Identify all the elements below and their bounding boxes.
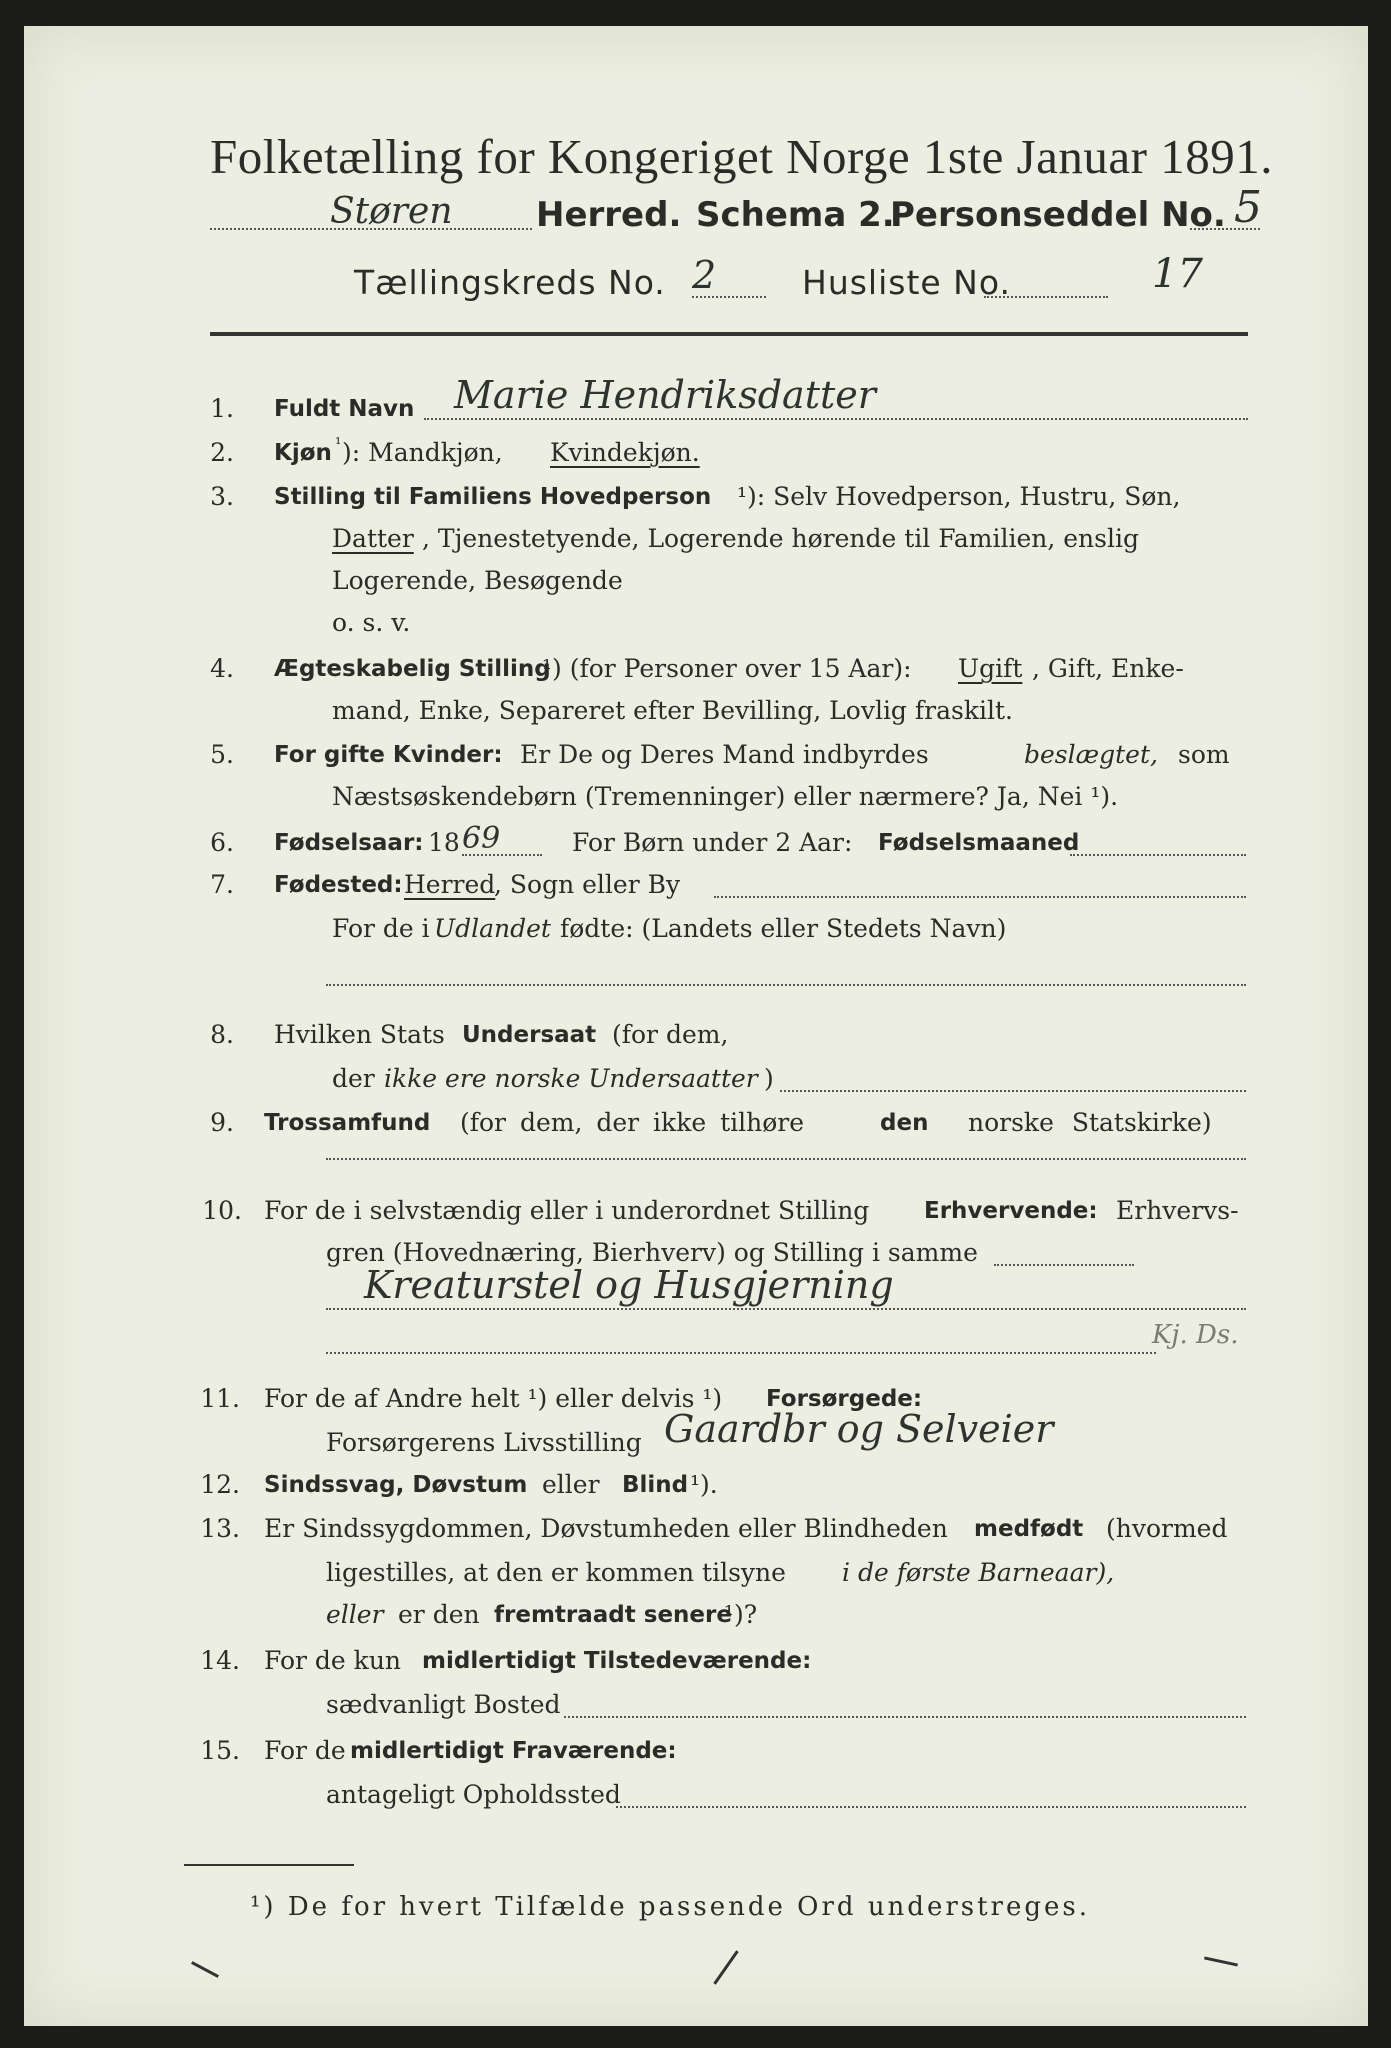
q8-line2-italic: ikke ere norske Undersaatter (384, 1064, 758, 1093)
q2-sup: ¹ (335, 434, 342, 453)
husliste-dotline (984, 296, 1108, 298)
q5-line2: Næstsøskendebørn (Tremenninger) eller nærmere? Ja, Nei ¹). (332, 782, 1119, 811)
q8-number: 8. (210, 1020, 234, 1049)
personseddel-label: Personseddel No. (890, 195, 1226, 235)
q14-dotline (564, 1716, 1246, 1718)
q7-dotline (714, 896, 1246, 898)
q5-number: 5. (210, 740, 234, 769)
q8-line1b: (for dem, (612, 1020, 729, 1049)
herred-label: Herred. (536, 195, 682, 235)
q10-note: Kj. Ds. (1152, 1320, 1239, 1350)
q12-tail: ¹). (690, 1470, 718, 1499)
q11-provider-value: Gaardbr og Selveier (664, 1407, 1054, 1451)
husliste-value: 17 (1152, 251, 1203, 297)
q6-text: For Børn under 2 Aar: (572, 828, 853, 857)
q13-line3b: ¹)? (724, 1600, 758, 1629)
q3-number: 3. (210, 482, 234, 511)
q9-text2: norske Statskirke) (968, 1108, 1212, 1137)
q4-label: Ægteskabelig Stilling (274, 656, 551, 682)
q15-dotline (616, 1806, 1246, 1808)
q8-line2a: der (332, 1064, 375, 1093)
q5-label: For gifte Kvinder: (274, 742, 503, 768)
q3-label: Stilling til Familiens Hovedperson (274, 484, 712, 510)
q3-line1: ¹): Selv Hovedperson, Hustru, Søn, (737, 482, 1181, 511)
corner-mark-left (191, 1961, 219, 1978)
q6-year-dotline (462, 854, 542, 856)
q10-occupation-value: Kreaturstel og Husgjerning (364, 1263, 894, 1307)
q13-line2-italic: i de første Barneaar), (842, 1558, 1115, 1587)
q11-line2: Forsørgerens Livsstilling (326, 1428, 642, 1457)
corner-mark-right (1204, 1956, 1238, 1966)
q10-label: Erhvervende: (924, 1198, 1098, 1224)
q3-selected-datter: Datter (332, 524, 414, 553)
kreds-label: Tællingskreds No. (354, 263, 666, 302)
q12-number: 12. (200, 1470, 240, 1499)
q10-value-dotline (326, 1308, 1246, 1310)
q8-line2b: ) (764, 1064, 774, 1093)
q9-text: (for dem, der ikke tilhøre (460, 1108, 805, 1137)
q12-label: Sindssvag, Døvstum (264, 1472, 528, 1498)
q3-line2: , Tjenestetyende, Logerende hørende til Familien, enslig (422, 524, 1139, 553)
q4-line1b: , Gift, Enke- (1032, 654, 1184, 683)
q7-line2-italic: Udlandet (434, 914, 551, 943)
q13-bold-medfodt: medfødt (974, 1516, 1084, 1542)
q7-selected-herred: Herred (404, 870, 496, 899)
corner-mark-center (713, 1950, 738, 1984)
q10-line2-dotline (994, 1264, 1134, 1266)
q2-options: ): Mandkjøn, (342, 438, 503, 467)
q9-label: Trossamfund (264, 1110, 431, 1136)
q1-dotline (424, 418, 1248, 420)
q4-line1: ¹) (for Personer over 15 Aar): (542, 654, 912, 683)
q1-label: Fuldt Navn (274, 396, 415, 422)
q15-line1a: For de (264, 1736, 346, 1765)
q14-line2: sædvanligt Bosted (326, 1690, 561, 1719)
q1-name-value: Marie Hendriksdatter (454, 373, 876, 417)
q10-line1a: For de i selvstændig eller i underordnet Stilling (264, 1196, 870, 1225)
herred-value: Støren (330, 191, 453, 232)
q6-number: 6. (210, 828, 234, 857)
kreds-dotline (692, 296, 766, 298)
q13-number: 13. (200, 1514, 240, 1543)
q2-selected-kvindekjon: Kvindekjøn. (550, 438, 700, 467)
q6-label: Fødselsaar: (274, 830, 424, 856)
q5-line1-italic: beslægtet, (1024, 740, 1158, 769)
q3-line3: Logerende, Besøgende (332, 566, 623, 595)
q13-line3a: er den (398, 1600, 480, 1629)
q10-line2: gren (Hovednæring, Bierhverv) og Stilling i samme (326, 1238, 978, 1267)
q7-line2b: fødte: (Landets eller Stedets Navn) (560, 914, 1007, 943)
footnote: ¹) De for hvert Tilfælde passende Ord understreges. (250, 1892, 1091, 1922)
q5-line1b: som (1178, 740, 1230, 769)
form-title: Folketælling for Kongeriget Norge 1ste Januar 1891. (210, 129, 1273, 184)
q9-dotline (326, 1158, 1246, 1160)
q4-line2: mand, Enke, Separeret efter Bevilling, Lovlig fraskilt. (332, 696, 1013, 725)
header-rule (210, 332, 1248, 336)
q6-month-dotline (1070, 854, 1246, 856)
schema-label: Schema 2. (696, 195, 895, 235)
census-form (24, 26, 1368, 2026)
personseddel-value: 5 (1234, 182, 1262, 233)
q11-number: 11. (200, 1384, 240, 1413)
q7-abroad-dotline (326, 984, 1246, 986)
q8-line1a: Hvilken Stats (274, 1020, 445, 1049)
q10-line1b: Erhvervs- (1116, 1196, 1239, 1225)
q12-label2: Blind (622, 1472, 689, 1498)
q15-number: 15. (200, 1736, 240, 1765)
q6-label2: Fødselsmaaned (878, 830, 1080, 856)
q12-text: eller (542, 1470, 600, 1499)
q4-number: 4. (210, 654, 234, 683)
q8-dotline (780, 1090, 1246, 1092)
husliste-label: Husliste No. (802, 263, 1011, 302)
q8-label: Undersaat (462, 1022, 597, 1048)
q14-number: 14. (200, 1646, 240, 1675)
q6-year-prefix: 18 (428, 828, 460, 857)
q13-line1b: (hvormed (1106, 1514, 1228, 1543)
kreds-value: 2 (692, 253, 717, 297)
q7-label: Fødested: (274, 872, 403, 898)
q9-bold-den: den (880, 1110, 929, 1136)
q5-line1: Er De og Deres Mand indbyrdes (520, 740, 929, 769)
q13-line2a: ligestilles, at den er kommen tilsyne (326, 1558, 786, 1587)
q11-label: Forsørgede: (766, 1386, 923, 1412)
q7-text: , Sogn eller By (494, 870, 681, 899)
q15-line2: antageligt Opholdssted (326, 1780, 621, 1809)
q10-extra-dotline (326, 1352, 1156, 1354)
q2-number: 2. (210, 438, 234, 467)
footnote-rule (184, 1864, 354, 1866)
q13-line1a: Er Sindssygdommen, Døvstumheden eller Blindheden (264, 1514, 948, 1543)
q14-label: midlertidigt Tilstedeværende: (422, 1648, 812, 1674)
q6-year-value: 69 (462, 821, 501, 856)
q11-line1a: For de af Andre helt ¹) eller delvis ¹) (264, 1384, 723, 1413)
q7-number: 7. (210, 870, 234, 899)
q4-selected-ugift: Ugift (958, 654, 1023, 683)
q15-label: midlertidigt Fraværende: (350, 1738, 677, 1764)
q10-number: 10. (202, 1196, 242, 1225)
q13-line3-italic: eller (326, 1600, 384, 1629)
q13-bold-fremtraadt: fremtraadt senere (494, 1602, 732, 1628)
q1-number: 1. (210, 394, 234, 423)
q14-line1a: For de kun (264, 1646, 402, 1675)
q9-number: 9. (210, 1108, 234, 1137)
q2-label: Kjøn (274, 440, 332, 466)
q3-line4: o. s. v. (332, 608, 411, 637)
q7-line2a: For de i (332, 914, 430, 943)
